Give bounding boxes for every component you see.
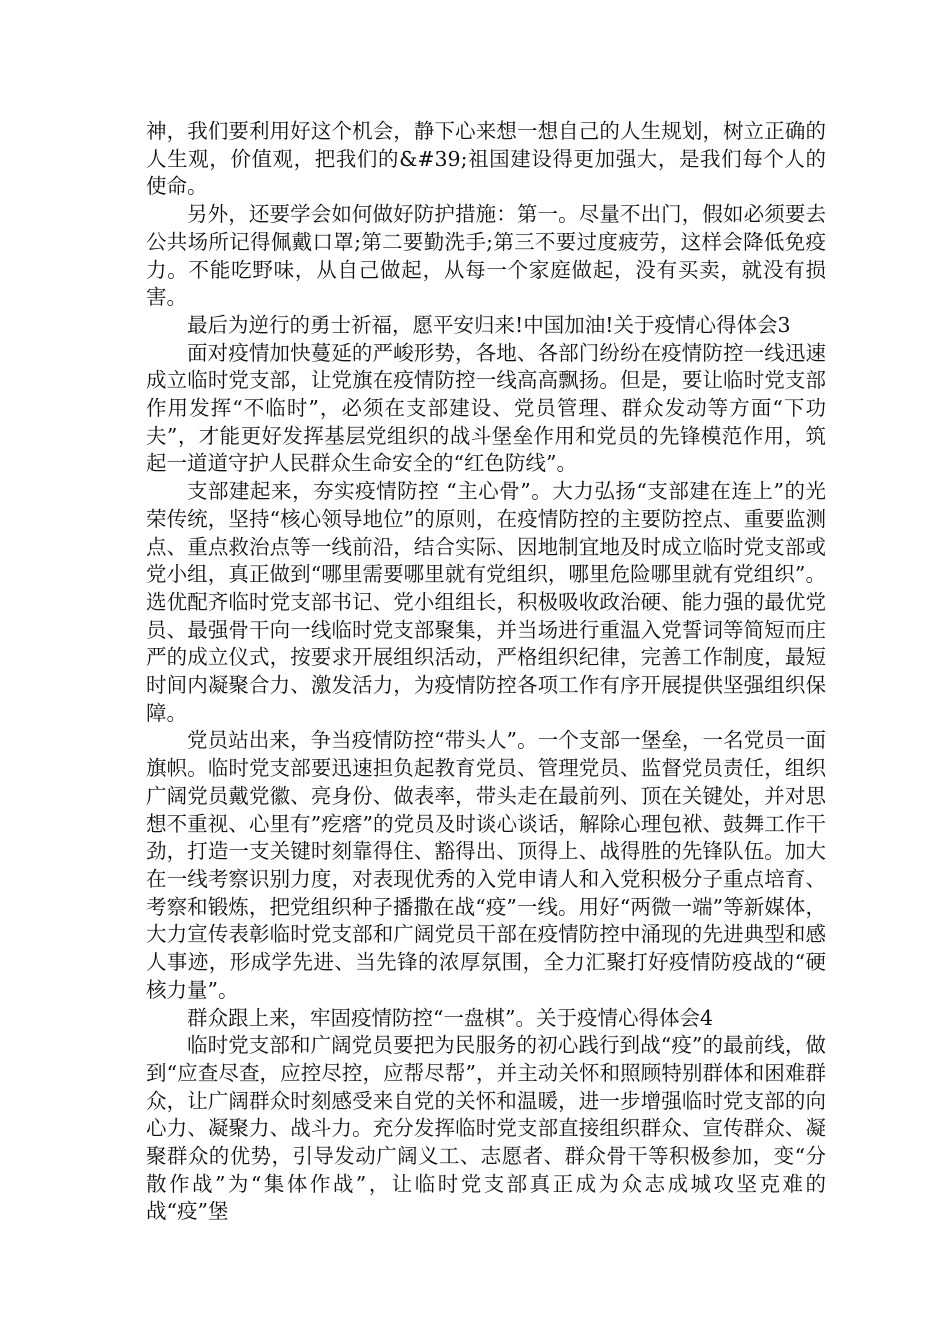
paragraph-1: 神，我们要利用好这个机会，静下心来想一想自己的人生规划，树立正确的人生观，价值观，把我们的&#39;祖国建设得更加强大，是我们每个人的使命。 xyxy=(146,119,826,199)
paragraph-8: 临时党支部和广阔党员要把为民服务的初心践行到战“疫”的最前线，做到“应查尽查，应控尽控，应帮尽帮”，并主动关怀和照顾特别群体和困难群众，让广阔群众时刻感受来自党的关怀和温暖，进一步增强临时党支部的向心力、凝聚力、战斗力。充分发挥临时党支部直接组织群众、宣传群众、凝聚群众的优势，引导发动广阔义工、志愿者、群众骨干等积极参加，变“分散作战”为“集体作战”，让临时党支部真正成为众志成城攻坚克难的战“疫”堡 xyxy=(146,1033,826,1224)
paragraph-5: 支部建起来，夯实疫情防控 “主心骨”。大力弘扬“支部建在连上”的光荣传统，坚持“核心领导地位”的原则，在疫情防控的主要防控点、重要监测点、重点救治点等一线前沿，结合实际、因地制宜地及时成立临时党支部或党小组，真正做到“哪里需要哪里就有党组织，哪里危险哪里就有党组织”。选优配齐临时党支部书记、党小组组长，积极吸收政治硬、能力强的最优党员、最强骨干向一线临时党支部聚集，并当场进行重温入党誓词等简短而庄严的成立仪式，按要求开展组织活动，严格组织纪律，完善工作制度，最短时间内凝聚合力、激发活力，为疫情防控各项工作有序开展提供坚强组织保障。 xyxy=(146,479,826,725)
paragraph-6: 党员站出来，争当疫情防控“带头人”。一个支部一堡垒，一名党员一面旗帜。临时党支部要迅速担负起教育党员、管理党员、监督党员责任，组织广阔党员戴党徽、亮身份、做表率，带头走在最前列、顶在关键处，并对思想不重视、心里有”疙瘩”的党员及时谈心谈话，解除心理包袱、鼓舞工作干劲，打造一支关键时刻靠得住、豁得出、顶得上、战得胜的先锋队伍。加大在一线考察识别力度，对表现优秀的入党申请人和入党积极分子重点培育、考察和锻炼，把党组织种子播撒在战“疫”一线。用好“两微一端”等新媒体，大力宣传表彰临时党支部和广阔党员干部在疫情防控中涌现的先进典型和感人事迹，形成学先进、当先锋的浓厚氛围，全力汇聚打好疫情防疫战的“硬核力量”。 xyxy=(146,728,826,1002)
paragraph-3: 最后为逆行的勇士祈福，愿平安归来!中国加油!关于疫情心得体会3 xyxy=(187,312,791,337)
document-body xyxy=(146,118,826,1226)
paragraph-2: 另外，还要学会如何做好防护措施：第一。尽量不出门，假如必须要去公共场所记得佩戴口罩;第二要勤洗手;第三不要过度疲劳，这样会降低免疫力。不能吃野味，从自己做起，从每一个家庭做起，没有买卖，就没有损害。 xyxy=(146,202,826,310)
paragraph-4: 面对疫情加快蔓延的严峻形势，各地、各部门纷纷在疫情防控一线迅速成立临时党支部，让党旗在疫情防控一线高高飘扬。但是，要让临时党支部作用发挥“不临时”，必须在支部建设、党员管理、群众发动等方面“下功夫”，才能更好发挥基层党组织的战斗堡垒作用和党员的先锋模范作用，筑起一道道守护人民群众生命安全的“红色防线”。 xyxy=(146,340,826,476)
paragraph-7: 群众跟上来，牢固疫情防控“一盘棋”。关于疫情心得体会4 xyxy=(187,1005,714,1030)
